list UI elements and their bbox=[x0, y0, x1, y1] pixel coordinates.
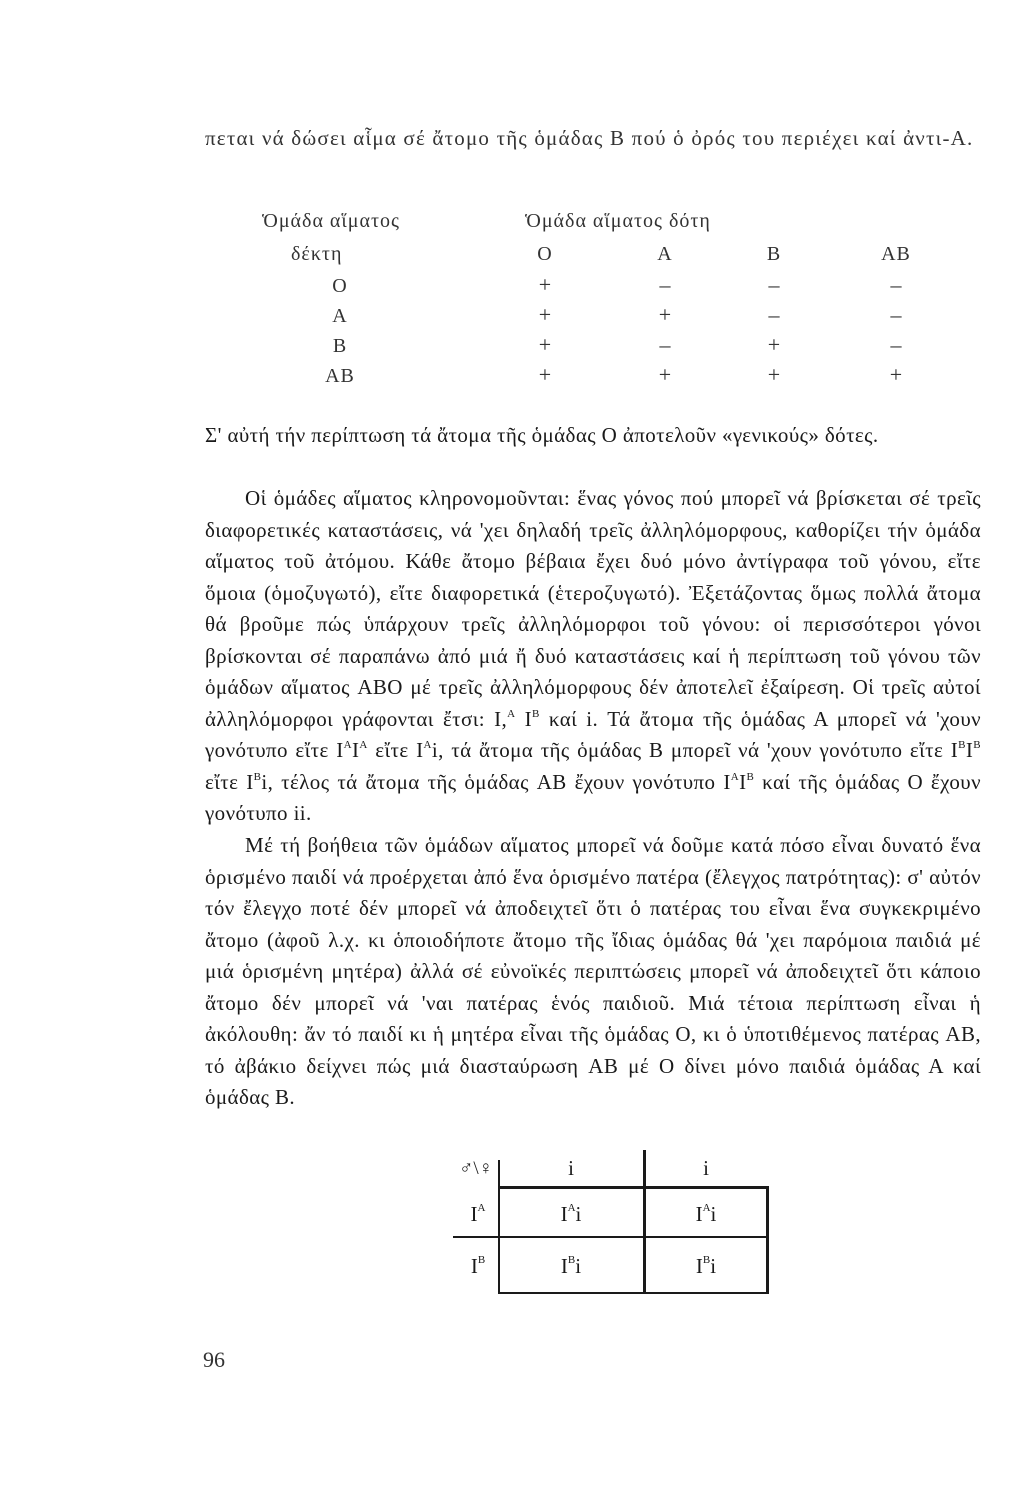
cell-a-b: – bbox=[768, 302, 780, 327]
punnett-col-header-2: i bbox=[703, 1156, 709, 1180]
donor-col-ab: AB bbox=[881, 243, 911, 265]
punnett-cell-b-2: $I^Bi$ bbox=[695, 1254, 717, 1278]
cell-a-o: + bbox=[538, 302, 552, 327]
recipient-row-o: O bbox=[332, 275, 348, 297]
punnett-cell-a-2: $I^Ai$ bbox=[695, 1202, 717, 1226]
paragraph-universal-donors: Σ' αὐτή τήν περίπτωση τά ἄτομα τῆς ὁμάδας Ο ἀποτελοῦν «γενικούς» δότες. bbox=[205, 423, 879, 447]
recipient-row-ab: AB bbox=[325, 365, 355, 387]
punnett-left-vertical bbox=[498, 1160, 500, 1294]
punnett-corner-sex-symbols: ♂\♀ bbox=[459, 1158, 493, 1179]
recipient-header-line2: δέκτη bbox=[291, 243, 343, 265]
cell-ab-b: + bbox=[767, 362, 781, 387]
recipient-header-line1: Ὁμάδα αἵματος bbox=[262, 210, 400, 232]
paragraph-paternity: Μέ τή βοήθεια τῶν ὁμάδων αἵματος μπορεῖ νά δοῦμε κατά πόσο εἶναι δυνατό ἕνα ὁρισμένο παιδί νά προέρχεται ἀπό ἕνα ὁρισμένο πατέρα (ἔλεγχος πατρότητας): σ' αὐτόν τόν ἔλεγχο ποτέ δέν μπορεῖ νά ἀποδειχτεῖ ὅτι ὁ πατέρας του εἶναι ἕνα συγκεκριμένο ἄτομο (ἀφοῦ λ.χ. κι ὁποιοδήποτε ἄτομο τῆς ἴδιας ὁμάδας θά 'χει παρόμοια παιδιά μέ μιά ὁρισμένη μητέρα) ἀλλά σέ εὐνοϊκές περιπτώσεις μπορεῖ νά ἀποδειχτεῖ ὅτι κάποιο ἄτομο δέν μπορεῖ νά 'ναι πατέρας ἑνός παιδιοῦ. Μιά τέτοια περίπτωση εἶναι ἡ ἀκόλουθη: ἄν τό παιδί κι ἡ μητέρα εἶναι τῆς ὁμάδας Ο, κι ὁ ὑποτιθέμενος πατέρας AB, τό ἀβάκιο δείχνει πώς μιά διασταύρωση AB μέ Ο δίνει μόνο παιδιά ὁμάδας Α καί ὁμάδας Β. bbox=[205, 833, 981, 1109]
cell-o-a: – bbox=[659, 272, 671, 297]
cell-o-b: – bbox=[768, 272, 780, 297]
punnett-row-header-b: $I^B$ bbox=[470, 1254, 486, 1278]
cell-o-ab: – bbox=[890, 272, 902, 297]
cell-b-o: + bbox=[538, 332, 552, 357]
donor-col-a: A bbox=[657, 243, 673, 265]
punnett-square bbox=[448, 1150, 778, 1300]
paragraph-continuation: πεται νά δώσει αἷμα σέ ἄτομο τῆς ὁμάδας Β πού ὁ ὀρός του περιέχει καί ἀντι-Α. bbox=[205, 126, 974, 150]
cell-a-ab: – bbox=[890, 302, 902, 327]
compatibility-table bbox=[0, 0, 1032, 400]
donor-col-o: O bbox=[537, 243, 553, 265]
donor-header: Ὁμάδα αἵματος δότη bbox=[525, 210, 711, 232]
cell-b-b: + bbox=[767, 332, 781, 357]
cell-b-ab: – bbox=[890, 332, 902, 357]
cell-ab-o: + bbox=[538, 362, 552, 387]
cell-o-o: + bbox=[538, 272, 552, 297]
punnett-col-header-1: i bbox=[568, 1156, 574, 1180]
donor-col-b: B bbox=[766, 243, 782, 265]
cell-ab-ab: + bbox=[889, 362, 903, 387]
punnett-outer-bottom bbox=[498, 1292, 768, 1294]
punnett-mid-horizontal bbox=[453, 1236, 768, 1238]
page-number: 96 bbox=[203, 1347, 225, 1372]
punnett-cell-a-1: $I^Ai$ bbox=[560, 1202, 582, 1226]
recipient-row-b: B bbox=[332, 335, 348, 357]
paragraph-inheritance: Οἱ ὁμάδες αἵματος κληρονομοῦνται: ἕνας γόνος πού μπορεῖ νά βρίσκεται σέ τρεῖς διαφορετικές καταστάσεις, νά 'χει δηλαδή τρεῖς ἀλληλόμορφους, καθορίζει τήν ὁμάδα αἵματος τοῦ ἀτόμου. Κάθε ἄτομο βέβαια ἔχει δυό μόνο ἀντίγραφα τοῦ γόνου, εἴτε ὅμοια (ὁμοζυγωτό), εἴτε διαφορετικά (ἑτεροζυγωτό). Ἐξετάζοντας ὅμως πολλά ἄτομα θά βροῦμε πώς ὑπάρχουν τρεῖς ἀλληλόμορφοι τοῦ γόνου: οἱ περισσότεροι γόνοι βρίσκονται σέ παραπάνω ἀπό μιά ἤ δυό καταστάσεις καί ἡ περίπτωση τοῦ γόνου τῶν ὁμάδων αἵματος ABO μέ τρεῖς ἀλληλόμορφους δέν ἀποτελεῖ ἐξαίρεση. Οἱ τρεῖς αὐτοί ἀλληλόμορφοι γράφονται ἔτσι: I,$^A$ $I^B$ καί i. Τά ἄτομα τῆς ὁμάδας Α μπορεῖ νά 'χουν γονότυπο εἴτε $I^AI^A$ εἴτε $I^Ai$, τά ἄτομα τῆς ὁμάδας Β μπορεῖ νά 'χουν γονότυπο εἴτε $I^BI^B$ εἴτε $I^Bi$, τέλος τά ἄτομα τῆς ὁμάδας AB ἔχουν γονότυπο $I^AI^B$ καί τῆς ὁμάδας Ο ἔχουν γονότυπο ii. bbox=[205, 486, 982, 825]
cell-a-a: + bbox=[658, 302, 672, 327]
punnett-row-header-a: $I^A$ bbox=[470, 1202, 486, 1226]
punnett-cell-b-1: $I^Bi$ bbox=[560, 1254, 582, 1278]
recipient-row-a: A bbox=[332, 305, 348, 327]
punnett-outer-right bbox=[766, 1186, 769, 1294]
punnett-outer-top bbox=[498, 1186, 768, 1189]
cell-ab-a: + bbox=[658, 362, 672, 387]
punnett-center-vertical bbox=[643, 1150, 646, 1294]
cell-b-a: – bbox=[659, 332, 671, 357]
